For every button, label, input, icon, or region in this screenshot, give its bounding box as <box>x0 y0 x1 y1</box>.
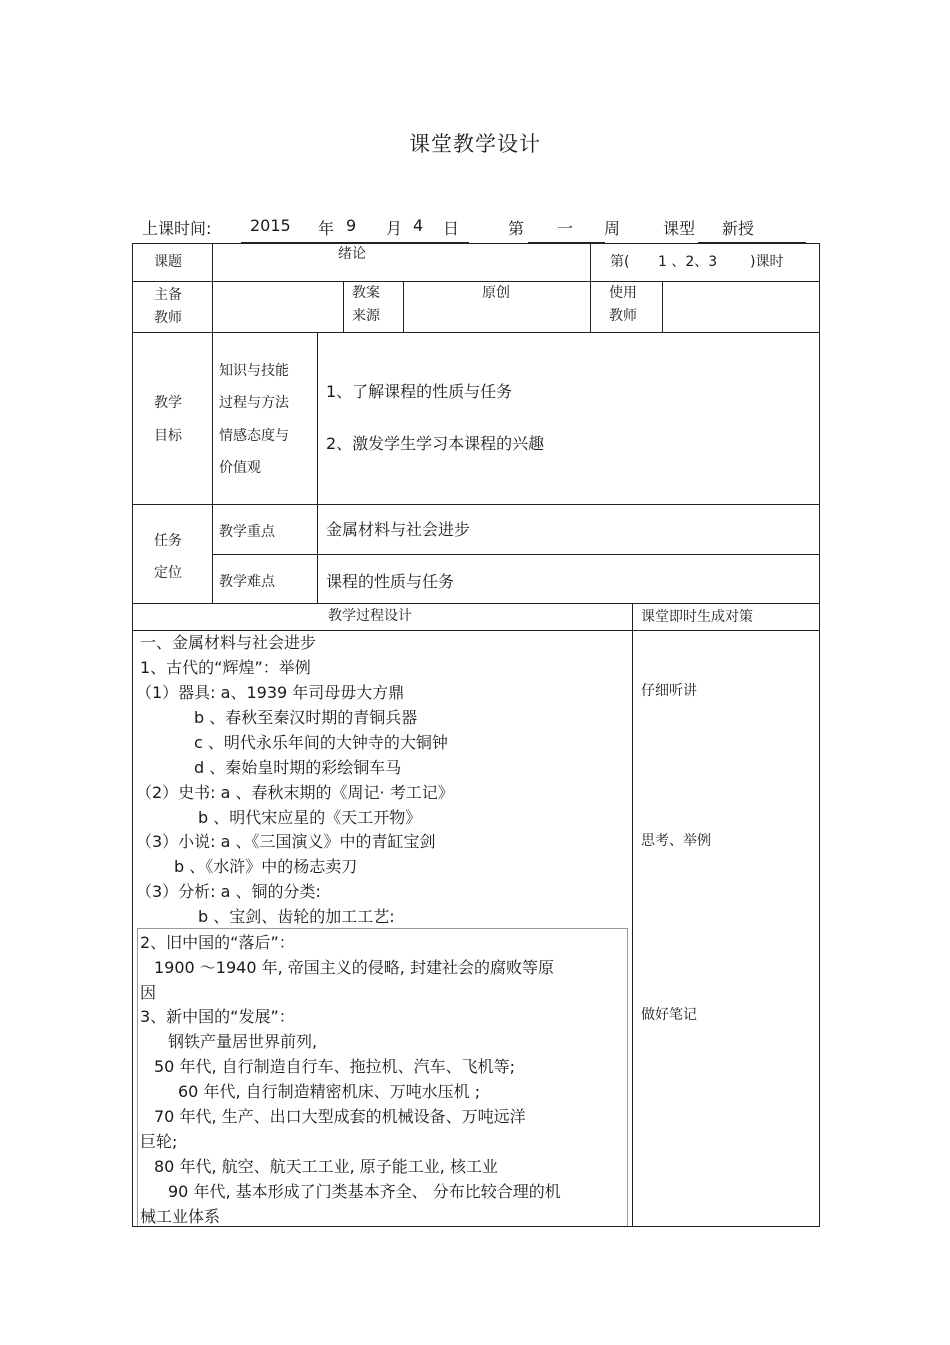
strategy-note: 思考、举例 <box>641 833 711 849</box>
process-line: b 、《水浒》中的杨志卖刀 <box>174 857 358 876</box>
week-value: 一 <box>557 219 574 238</box>
process-line: 一、金属材料与社会进步 <box>140 633 317 652</box>
process-line: 因 <box>140 983 157 1002</box>
user-teacher-label: 教师 <box>609 308 637 324</box>
objective-dimension: 过程与方法 <box>219 395 289 411</box>
key-point-label: 教学重点 <box>219 524 275 540</box>
objective-item: 2、激发学生学习本课程的兴趣 <box>326 434 545 453</box>
lesson-type-label: 课型 <box>663 219 696 238</box>
process-line: 3、新中国的“发展”： <box>140 1007 295 1026</box>
row-divider <box>132 504 820 505</box>
table-left-border <box>132 243 133 1227</box>
process-line: 1900 ～1940 年, 帝国主义的侵略, 封建社会的腐败等原 <box>154 958 554 977</box>
process-line: 械工业体系 <box>140 1207 221 1226</box>
col-divider <box>403 281 404 333</box>
process-line: （2）史书: a 、春秋末期的《周记· 考工记》 <box>136 783 454 802</box>
process-line: 60 年代, 自行制造精密机床、万吨水压机 ; <box>178 1082 481 1101</box>
key-point-value: 金属材料与社会进步 <box>326 520 471 539</box>
year-value: 2015 <box>250 216 291 235</box>
task-label: 任务 <box>154 533 182 549</box>
process-line: b 、明代宋应星的《天工开物》 <box>198 808 422 827</box>
objectives-label: 教学 <box>154 395 182 411</box>
day-unit: 日 <box>443 219 460 238</box>
week-unit: 周 <box>604 219 621 238</box>
process-line: b 、宝剑、齿轮的加工工艺: <box>198 907 395 926</box>
difficulty-value: 课程的性质与任务 <box>326 572 455 591</box>
table-bottom-border <box>132 1226 820 1227</box>
task-label: 定位 <box>154 565 182 581</box>
row-divider <box>132 603 820 604</box>
col-divider <box>343 281 344 333</box>
objectives-label: 目标 <box>154 428 182 444</box>
lead-teacher-label: 主备 <box>154 287 182 303</box>
lesson-type-value: 新授 <box>722 219 755 238</box>
row-divider <box>132 332 820 333</box>
process-line: 80 年代, 航空、航天工工业, 原子能工业, 核工业 <box>154 1157 498 1176</box>
col-divider <box>212 243 213 604</box>
topic-label: 课题 <box>154 254 182 270</box>
period-value: 1 、2、3 <box>658 254 718 270</box>
table-top-border <box>132 243 820 244</box>
day-value: 4 <box>413 216 424 235</box>
plan-source-label: 教案 <box>352 285 380 301</box>
process-line: （3）分析: a 、铜的分类: <box>136 882 321 901</box>
user-teacher-label: 使用 <box>609 285 637 301</box>
class-time-label: 上课时间: <box>142 219 212 238</box>
plan-source-value: 原创 <box>482 285 510 301</box>
process-header: 教学过程设计 <box>328 608 412 624</box>
process-line: b 、春秋至秦汉时期的青铜兵器 <box>194 708 418 727</box>
period-prefix: 第( <box>610 254 630 270</box>
strategy-note: 仔细听讲 <box>641 683 697 699</box>
col-divider <box>632 603 633 1227</box>
objective-item: 1、了解课程的性质与任务 <box>326 382 513 401</box>
row-divider <box>212 554 820 555</box>
process-line: （3）小说: a 、《三国演义》中的青缸宝剑 <box>136 832 436 851</box>
process-line: d 、秦始皇时期的彩绘铜车马 <box>194 758 402 777</box>
month-value: 9 <box>346 216 357 235</box>
table-right-border <box>819 243 820 1227</box>
year-unit: 年 <box>318 219 335 238</box>
topic-value: 绪论 <box>338 246 366 262</box>
inner-box-border <box>137 928 138 1226</box>
objective-dimension: 知识与技能 <box>219 363 289 379</box>
period-suffix: )课时 <box>750 254 784 270</box>
col-divider <box>317 332 318 604</box>
process-line: 2、旧中国的“落后”： <box>140 933 295 952</box>
process-line: 钢铁产量居世界前列, <box>168 1032 318 1051</box>
row-divider <box>132 281 820 282</box>
strategy-header: 课堂即时生成对策 <box>641 609 753 625</box>
col-divider <box>662 281 663 333</box>
plan-source-label: 来源 <box>352 308 380 324</box>
process-line: 1、古代的“辉煌”：举例 <box>140 658 311 677</box>
objective-dimension: 情感态度与 <box>219 428 289 444</box>
difficulty-label: 教学难点 <box>219 574 275 590</box>
strategy-note: 做好笔记 <box>641 1007 697 1023</box>
process-line: 90 年代, 基本形成了门类基本齐全、 分布比较合理的机 <box>168 1182 561 1201</box>
week-prefix: 第 <box>508 219 525 238</box>
process-line: c 、明代永乐年间的大钟寺的大铜钟 <box>194 733 448 752</box>
objective-dimension: 价值观 <box>219 460 261 476</box>
process-line: 50 年代, 自行制造自行车、拖拉机、汽车、飞机等; <box>154 1057 516 1076</box>
process-line: （1）器具: a、1939 年司母毋大方鼎 <box>136 683 405 702</box>
lead-teacher-label: 教师 <box>154 310 182 326</box>
col-divider <box>590 243 591 333</box>
month-unit: 月 <box>386 219 403 238</box>
process-line: 巨轮; <box>140 1132 178 1151</box>
page-title: 课堂教学设计 <box>409 132 541 156</box>
inner-box-border <box>627 928 628 1226</box>
process-line: 70 年代, 生产、出口大型成套的机械设备、万吨远洋 <box>154 1107 526 1126</box>
